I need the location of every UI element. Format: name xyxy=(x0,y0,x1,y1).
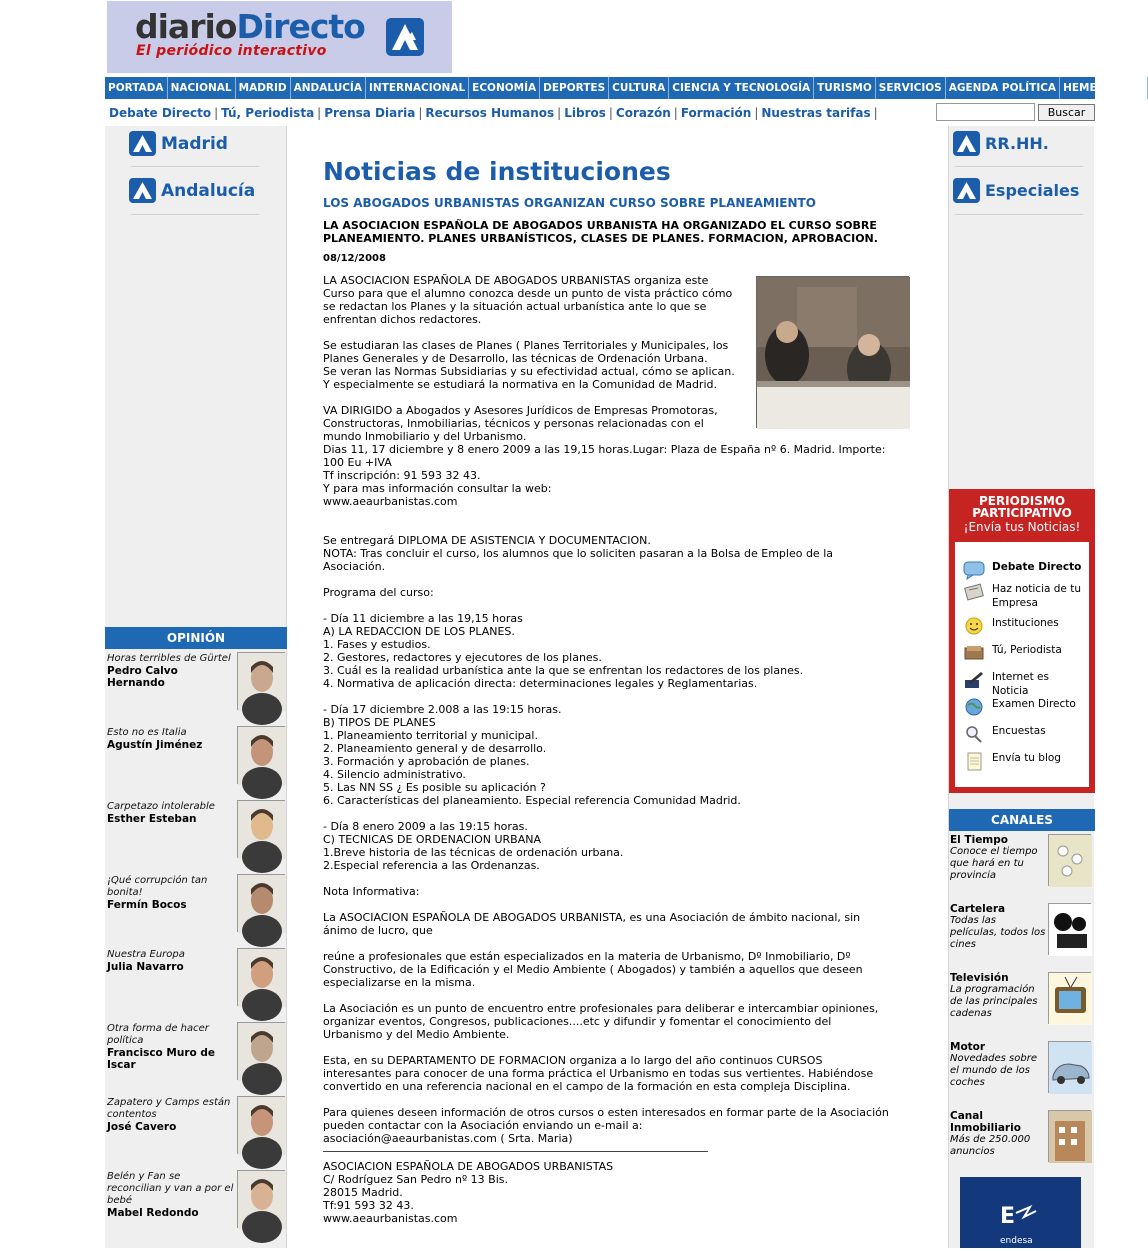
canal-item[interactable] xyxy=(950,834,1094,892)
article-paragraph-line: se redactan los Planes y la situación actual urbanística ante lo que se xyxy=(323,300,707,313)
periodismo-link[interactable] xyxy=(963,616,1084,636)
article-paragraph-line: 4. Normativa de aplicación directa: determinaciones legales y Reglamentarias. xyxy=(323,677,758,690)
periodismo-link-label: Encuestas xyxy=(992,725,1046,737)
contact-line: 28015 Madrid. xyxy=(323,1186,403,1199)
canal-description xyxy=(950,1110,1046,1158)
article-paragraph-line: mundo Inmobiliario y del Urbanismo. xyxy=(323,430,527,443)
article-paragraph-line: Programa del curso: xyxy=(323,586,434,599)
article-paragraph-line: Se estudiaran las clases de Planes ( Planes Territoriales y Municipales, los xyxy=(323,339,729,352)
periodismo-link-label: Haz noticia de tu Empresa xyxy=(992,583,1081,609)
article-paragraph-line: C) TECNICAS DE ORDENACION URBANA xyxy=(323,833,542,846)
article-paragraph-line: ánimo de lucro, que xyxy=(323,924,433,937)
opinion-title: ¡Qué corrupción tan bonita! xyxy=(107,875,208,898)
chat-bubble-icon xyxy=(963,560,985,580)
canal-description xyxy=(950,834,1046,882)
article-paragraph-line: - Día 17 diciembre 2.008 a las 19:15 horas. xyxy=(323,703,562,716)
pen-icon xyxy=(963,670,985,690)
nav-item[interactable]: TURISMO xyxy=(814,77,876,99)
canal-description xyxy=(950,972,1046,1020)
page-title: Noticias de instituciones xyxy=(323,157,671,186)
article-paragraph-line: Esta, en su DEPARTAMENTO DE FORMACION organiza a lo largo del año continuos CURSOS xyxy=(323,1054,823,1067)
canal-text: Novedades sobre el mundo de los coches xyxy=(950,1053,1037,1088)
opinion-headline xyxy=(107,1171,235,1219)
opinion-title: Nuestra Europa xyxy=(107,949,185,960)
canal-text: Conoce el tiempo que hará en tu provincia xyxy=(950,846,1038,881)
search-button[interactable]: Buscar xyxy=(1038,104,1095,121)
canal-title: Canal Inmobiliario xyxy=(950,1110,1021,1134)
endesa-brand-label: endesa xyxy=(1000,1236,1033,1246)
article-headline[interactable]: LOS ABOGADOS URBANISTAS ORGANIZAN CURSO SOBRE PLANEAMIENTO xyxy=(323,196,816,210)
region-label: Andalucía xyxy=(161,180,256,201)
article-paragraph-line: B) TIPOS DE PLANES xyxy=(323,716,436,729)
opinion-item[interactable] xyxy=(106,948,286,1008)
canal-description xyxy=(950,903,1046,951)
periodismo-link[interactable] xyxy=(963,582,1084,610)
opinion-item[interactable] xyxy=(106,874,286,934)
article-paragraph-line: 6. Características del planeamiento. Especial referencia Comunidad Madrid. xyxy=(323,794,741,807)
periodismo-link-label: Internet es Noticia xyxy=(992,671,1049,697)
article-subheadline: LA ASOCIACION ESPAÑOLA DE ABOGADOS URBANISTA HA ORGANIZADO EL CURSO SOBRE PLANEAMIENTO. PLANES URBANÍSTICOS, CLASES DE PLANES. FORMACION, APROBACION. xyxy=(323,219,878,245)
article-paragraph-line xyxy=(323,391,743,404)
nav-item[interactable]: AGENDA POLÍTICA xyxy=(946,77,1060,99)
region-label: Especiales xyxy=(985,181,1080,200)
notebook-icon xyxy=(963,643,985,663)
opinion-header: OPINIÓN xyxy=(105,627,287,649)
periodismo-link[interactable] xyxy=(963,560,1084,580)
separator: | xyxy=(317,106,322,120)
article-paragraph-line: 3. Formación y aprobación de planes. xyxy=(323,755,530,768)
article-paragraph-line: 3. Cuál es la realidad urbanística ante la que se enfrentan los redactores de los planes. xyxy=(323,664,804,677)
article-paragraph-line: 100 Eu +IVA xyxy=(323,456,392,469)
document-icon xyxy=(963,751,985,771)
article-paragraph-line: Constructivo, de la Edificación y el Medio Ambiente ( Abogados) y también a aquellos que deseen xyxy=(323,963,863,976)
article-paragraph-line xyxy=(323,599,913,612)
opinion-title: Zapatero y Camps están contentos xyxy=(107,1097,231,1120)
subnav-link[interactable]: Formación xyxy=(680,106,752,120)
subnav-link[interactable]: Corazón xyxy=(615,106,671,120)
contact-line: www.aeaurbanistas.com xyxy=(323,1212,458,1225)
nav-item[interactable]: ECONOMÍA xyxy=(469,77,540,99)
separator: | xyxy=(754,106,759,120)
article-paragraph-line xyxy=(323,937,913,950)
author-photo xyxy=(237,800,285,858)
article-paragraph-line: enfrentan dichos redactores. xyxy=(323,313,482,326)
article-paragraph-line: Nota Informativa: xyxy=(323,885,420,898)
opinion-headline xyxy=(107,1097,235,1133)
periodismo-link[interactable] xyxy=(963,670,1084,698)
nav-item[interactable]: NACIONAL xyxy=(168,77,236,99)
divider xyxy=(131,214,259,215)
separator: | xyxy=(557,106,562,120)
contact-line: C/ Rodríguez San Pedro nº 13 Bis. xyxy=(323,1173,508,1186)
right-sidebar xyxy=(948,126,1094,1248)
opinion-author: Julia Navarro xyxy=(107,961,184,973)
article-paragraph-line: interesantes para conocer de una forma práctica el Urbanismo en todas sus vertientes. Habiéndose xyxy=(323,1067,874,1080)
region-link-rrhh[interactable] xyxy=(953,131,1049,156)
article-paragraph-line: 2.Especial referencia a las Ordenanzas. xyxy=(323,859,540,872)
article-paragraph-line: Y especialmente se estudiará la normativa en la Comunidad de Madrid. xyxy=(323,378,717,391)
canal-thumbnail xyxy=(1048,903,1091,955)
nav-item[interactable]: SERVICIOS xyxy=(876,77,946,99)
periodismo-link-label: Instituciones xyxy=(992,617,1059,629)
region-link-andalucia[interactable] xyxy=(129,178,255,203)
nav-item[interactable]: DEPORTES xyxy=(540,77,609,99)
nav-item[interactable]: CULTURA xyxy=(609,77,669,99)
opinion-headline xyxy=(107,875,235,911)
article-paragraph-line: 5. Las NN SS ¿ Es posible su aplicación ? xyxy=(323,781,546,794)
article-paragraph-line xyxy=(323,573,913,586)
article-paragraph-line: - Día 8 enero 2009 a las 19:15 horas. xyxy=(323,820,528,833)
article-paragraph-line: Y para mas información consultar la web: xyxy=(323,482,552,495)
canal-thumbnail xyxy=(1048,1110,1091,1162)
subnav-link[interactable]: Recursos Humanos xyxy=(425,106,555,120)
article-paragraph-line xyxy=(323,872,913,885)
periodismo-link[interactable] xyxy=(963,697,1084,717)
site-logo[interactable] xyxy=(107,1,452,73)
secondary-navigation xyxy=(107,104,879,122)
article-paragraph-line: Asociación. xyxy=(323,560,386,573)
article-paragraph-line: reúne a profesionales que están especializados en la materia de Urbanismo, Dº Inmobiliario, Dº xyxy=(323,950,851,963)
nav-item[interactable]: PORTADA xyxy=(105,77,168,99)
opinion-author: Esther Esteban xyxy=(107,813,197,825)
main-navigation xyxy=(105,77,1144,99)
author-photo xyxy=(237,1170,285,1228)
article-paragraph-line xyxy=(323,1041,913,1054)
author-photo xyxy=(237,948,285,1006)
periodismo-link[interactable] xyxy=(963,643,1084,663)
article-paragraph-line xyxy=(323,807,913,820)
nav-item[interactable]: ANDALUCÍA xyxy=(291,77,366,99)
opinion-item[interactable] xyxy=(106,1022,286,1082)
canal-item[interactable] xyxy=(950,1041,1094,1099)
canal-title: Televisión xyxy=(950,972,1009,984)
periodismo-subtitle[interactable]: ¡Envía tus Noticias! xyxy=(963,520,1081,534)
opinion-headline xyxy=(107,949,235,973)
opinion-author: Francisco Muro de Iscar xyxy=(107,1047,216,1071)
separator: | xyxy=(214,106,219,120)
canal-text: Más de 250.000 anuncios xyxy=(950,1134,1031,1157)
opinion-item[interactable] xyxy=(106,1170,286,1230)
logo-arrow-icon xyxy=(129,178,156,203)
separator: | xyxy=(873,106,878,120)
logo-arrow-icon xyxy=(129,131,156,156)
nav-item[interactable]: HEMEROTECA xyxy=(1060,77,1148,99)
opinion-item[interactable] xyxy=(106,1096,286,1156)
article-paragraph-line: NOTA: Tras concluir el curso, los alumnos que lo soliciten pasaran a la Bolsa de Empleo de la xyxy=(323,547,833,560)
article-paragraph-line: asociación@aeaurbanistas.com ( Srta. Maria) xyxy=(323,1132,573,1145)
divider xyxy=(955,214,1083,215)
left-sidebar xyxy=(105,126,287,1248)
logo-arrow-icon xyxy=(386,18,424,56)
article-paragraph-line: organizar eventos, Congresos, publicaciones....etc y difundir y fomentar el conocimiento del xyxy=(323,1015,832,1028)
periodismo-participativo-box xyxy=(949,489,1095,793)
article-paragraph-line: Urbanismo y del Medio Ambiente. xyxy=(323,1028,510,1041)
logo-wordmark: diarioDirecto xyxy=(135,7,365,46)
opinion-headline xyxy=(107,653,235,689)
region-label: Madrid xyxy=(161,133,228,154)
article-photo xyxy=(756,276,909,428)
opinion-author: Fermín Bocos xyxy=(107,899,187,911)
article-paragraph-line xyxy=(323,898,913,911)
canales-header: CANALES xyxy=(949,809,1095,831)
subnav-link[interactable]: Nuestras tarifas xyxy=(761,106,871,120)
article-paragraph-line: 1. Fases y estudios. xyxy=(323,638,431,651)
nav-item[interactable]: MADRID xyxy=(236,77,291,99)
periodismo-title: PERIODISMO PARTICIPATIVO xyxy=(972,494,1072,520)
article-paragraph-line: Se veran las Normas Subsidiarias y su efectividad actual, cómo se aplican. xyxy=(323,365,735,378)
canal-thumbnail xyxy=(1048,972,1091,1024)
logo-arrow-icon xyxy=(953,131,980,156)
contact-line: Tf:91 593 32 43. xyxy=(323,1199,414,1212)
opinion-title: Horas terribles de Gürtel xyxy=(107,653,231,664)
article-paragraph-line xyxy=(323,521,913,534)
magnifier-icon xyxy=(963,724,985,744)
smiley-icon xyxy=(963,616,985,636)
article-paragraph-line xyxy=(323,989,913,1002)
search-input[interactable] xyxy=(936,103,1035,121)
subnav-link[interactable]: Prensa Diaria xyxy=(324,106,416,120)
canal-title: El Tiempo xyxy=(950,834,1008,846)
contact-line: ASOCIACION ESPAÑOLA DE ABOGADOS URBANISTAS xyxy=(323,1160,614,1173)
opinion-author: José Cavero xyxy=(107,1121,177,1133)
nav-item[interactable]: INTERNACIONAL xyxy=(366,77,469,99)
separator: | xyxy=(418,106,423,120)
article-paragraph-line xyxy=(323,326,743,339)
article-paragraph-line: 1. Planeamiento territorial y municipal. xyxy=(323,729,538,742)
periodismo-link-label: Envía tu blog xyxy=(992,752,1061,764)
article-paragraph-line: - Día 11 diciembre a las 19,15 horas xyxy=(323,612,523,625)
logo-arrow-icon xyxy=(953,178,980,203)
author-photo xyxy=(237,726,285,784)
opinion-author: Agustín Jiménez xyxy=(107,739,203,751)
article-paragraph-line: La ASOCIACION ESPAÑOLA DE ABOGADOS URBANISTA, es una Asociación de ámbito nacional, sin xyxy=(323,911,861,924)
subnav-link[interactable]: Tú, Periodista xyxy=(221,106,315,120)
author-photo xyxy=(237,1022,285,1080)
article-paragraph-line: Se entregará DIPLOMA DE ASISTENCIA Y DOCUMENTACION. xyxy=(323,534,651,547)
newspaper-icon xyxy=(963,582,985,602)
region-link-especiales[interactable] xyxy=(953,178,1079,203)
article-paragraph-line: pueden contactar con la Asociación enviando un e-mail a: xyxy=(323,1119,643,1132)
article-paragraph-line: Dias 11, 17 diciembre y 8 enero 2009 a las 19,15 horas.Lugar: Plaza de España nº 6. Madrid. Importe: xyxy=(323,443,886,456)
canal-text: Todas las películas, todos los cines xyxy=(950,915,1046,950)
svg-text:E: E xyxy=(1000,1204,1016,1229)
canal-item[interactable] xyxy=(950,903,1094,961)
canal-title: Motor xyxy=(950,1041,986,1053)
subnav-link[interactable]: Debate Directo xyxy=(109,106,212,120)
opinion-title: Otra forma de hacer política xyxy=(107,1023,209,1046)
article-paragraph-line: convertido en una referencia nacional en el campo de la formación en esta compleja Disciplina. xyxy=(323,1080,851,1093)
separator: | xyxy=(673,106,678,120)
article-paragraph-line xyxy=(323,508,913,521)
article-paragraph-line: Tf inscripción: 91 593 32 43. xyxy=(323,469,481,482)
opinion-headline xyxy=(107,727,235,751)
opinion-author: Pedro Calvo Hernando xyxy=(107,665,178,689)
article-paragraph-line: A) LA REDACCION DE LOS PLANES. xyxy=(323,625,515,638)
endesa-advertisement[interactable] xyxy=(960,1177,1081,1248)
opinion-headline xyxy=(107,1023,235,1071)
periodismo-link-label: Debate Directo xyxy=(992,561,1082,573)
subnav-link[interactable]: Libros xyxy=(564,106,606,120)
author-photo xyxy=(237,874,285,932)
canal-thumbnail xyxy=(1048,1041,1091,1093)
article-paragraph-line: 2. Planeamiento general y de desarrollo. xyxy=(323,742,547,755)
opinion-item[interactable] xyxy=(106,726,286,786)
periodismo-links xyxy=(955,542,1089,787)
opinion-author: Mabel Redondo xyxy=(107,1207,199,1219)
canal-description xyxy=(950,1041,1046,1089)
divider xyxy=(131,166,259,167)
canal-text: La programación de las principales cadenas xyxy=(950,984,1038,1019)
globe-icon xyxy=(963,697,985,717)
article-paragraph-line: 2. Gestores, redactores y ejecutores de los planes. xyxy=(323,651,602,664)
region-label: RR.HH. xyxy=(985,134,1049,153)
logo-tagline: El periódico interactivo xyxy=(136,43,327,59)
opinion-title: Esto no es Italia xyxy=(107,727,187,738)
nav-item[interactable]: CIENCIA Y TECNOLOGÍA xyxy=(669,77,814,99)
article xyxy=(323,155,923,1225)
canal-thumbnail xyxy=(1048,834,1091,886)
canal-title: Cartelera xyxy=(950,903,1006,915)
divider xyxy=(955,166,1083,167)
article-paragraph-line: VA DIRIGIDO a Abogados y Asesores Jurídicos de Empresas Promotoras, xyxy=(323,404,718,417)
article-paragraph-line: Constructoras, Inmobiliarias, técnicos y personas relacionadas con el xyxy=(323,417,704,430)
opinion-item[interactable] xyxy=(106,652,286,712)
canal-item[interactable] xyxy=(950,1110,1094,1168)
opinion-item[interactable] xyxy=(106,800,286,860)
periodismo-link[interactable] xyxy=(963,751,1084,771)
periodismo-link[interactable] xyxy=(963,724,1084,744)
article-paragraph-line: 1.Breve historia de las técnicas de ordenación urbana. xyxy=(323,846,624,859)
article-paragraph-line xyxy=(323,1093,913,1106)
article-paragraph-line: www.aeaurbanistas.com xyxy=(323,495,458,508)
author-photo xyxy=(237,652,285,710)
opinion-headline xyxy=(107,801,235,825)
article-paragraph-line: Planes Generales y de Desarrollo, las técnicas de Ordenación Urbana. xyxy=(323,352,708,365)
article-paragraph-line xyxy=(323,690,913,703)
article-paragraph-line: Curso para que el alumno conozca desde un punto de vista práctico cómo xyxy=(323,287,733,300)
periodismo-link-label: Examen Directo xyxy=(992,698,1076,710)
article-paragraph-line: La Asociación es un punto de encuentro entre profesionales para deliberar e intercambiar opiniones, xyxy=(323,1002,879,1015)
opinion-title: Belén y Fan se reconcilian y van a por el bebé xyxy=(107,1171,234,1206)
opinion-title: Carpetazo intolerable xyxy=(107,801,215,812)
article-paragraph-line: Para quienes deseen información de otros cursos o esten interesados en formar parte de la Asociación xyxy=(323,1106,889,1119)
divider xyxy=(323,1151,708,1152)
article-paragraph-line: especializarse en la misma. xyxy=(323,976,476,989)
article-date: 08/12/2008 xyxy=(323,253,386,264)
canal-item[interactable] xyxy=(950,972,1094,1030)
article-paragraph-line: 4. Silencio administrativo. xyxy=(323,768,466,781)
author-photo xyxy=(237,1096,285,1154)
periodismo-link-label: Tú, Periodista xyxy=(992,644,1062,656)
article-paragraph-line: LA ASOCIACION ESPAÑOLA DE ABOGADOS URBANISTAS organiza este xyxy=(323,274,709,287)
region-link-madrid[interactable] xyxy=(129,131,228,156)
separator: | xyxy=(608,106,613,120)
